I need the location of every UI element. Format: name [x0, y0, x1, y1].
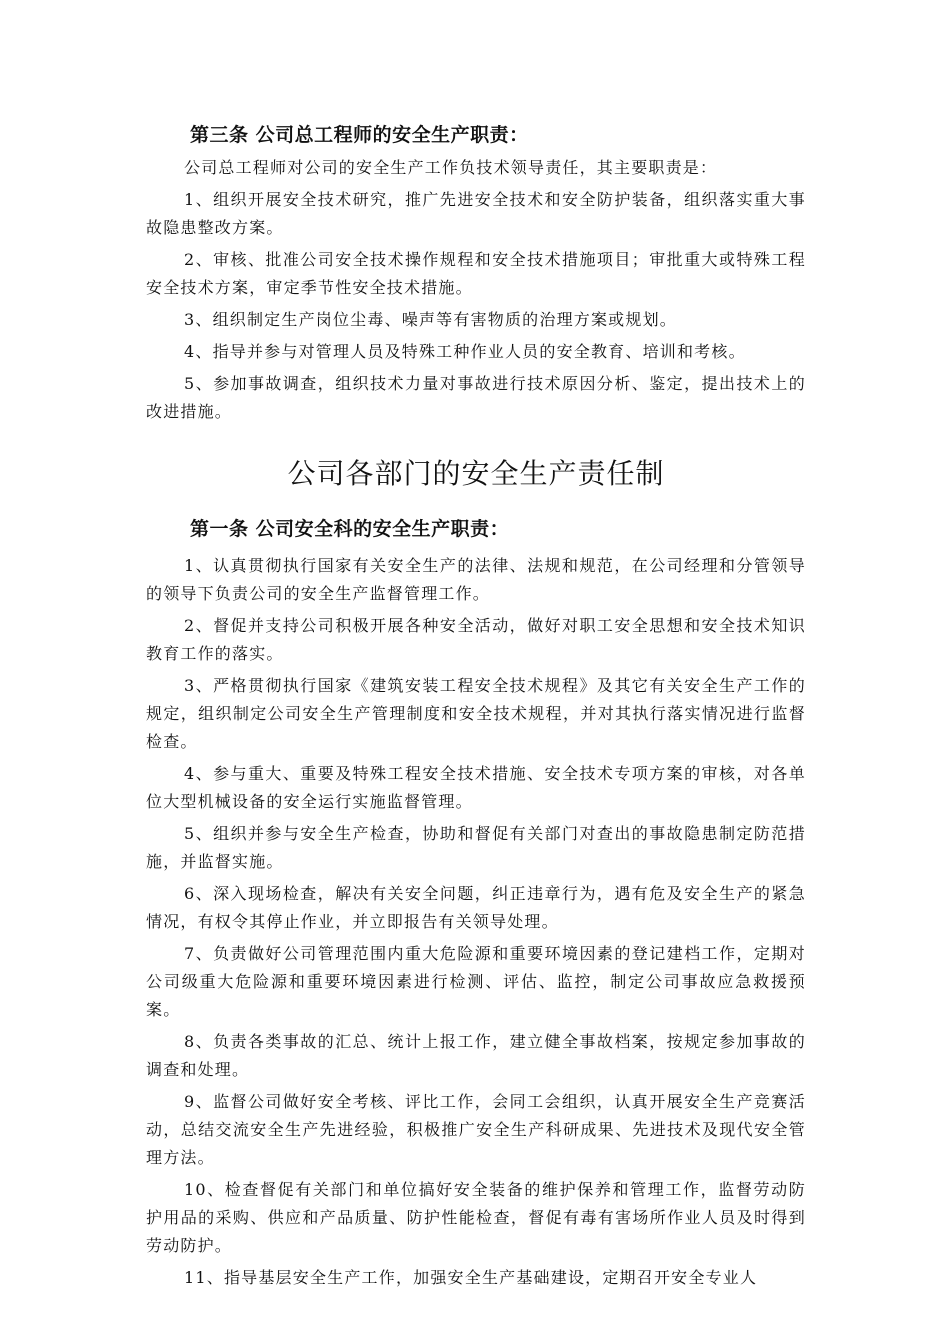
section3-heading: 第三条 公司总工程师的安全生产职责： [190, 124, 529, 146]
section1-item-10: 10、检查督促有关部门和单位搞好安全装备的维护保养和管理工作，监督劳动防护用品的采购、供应和产品质量、防护性能检查，督促有毒有害场所作业人员及时得到劳动防护。 [146, 1180, 806, 1255]
section3-item-4: 4、指导并参与对管理人员及特殊工种作业人员的安全教育、培训和考核。 [184, 342, 746, 361]
section1-item-6: 6、深入现场检查，解决有关安全问题，纠正违章行为，遇有危及安全生产的紧急情况，有权令其停止作业，并立即报告有关领导处理。 [146, 884, 806, 931]
section1-item-1: 1、认真贯彻执行国家有关安全生产的法律、法规和规范，在公司经理和分管领导的领导下负责公司的安全生产监督管理工作。 [146, 556, 806, 603]
page-content [146, 120, 806, 1292]
section1-item-7: 7、负责做好公司管理范围内重大危险源和重要环境因素的登记建档工作，定期对公司级重大危险源和重要环境因素进行检测、评估、监控，制定公司事故应急救援预案。 [146, 944, 806, 1019]
section1-item-8: 8、负责各类事故的汇总、统计上报工作，建立健全事故档案，按规定参加事故的调查和处理。 [146, 1032, 806, 1079]
section3-item-1: 1、组织开展安全技术研究，推广先进安全技术和安全防护装备，组织落实重大事故隐患整改方案。 [146, 190, 806, 237]
section3-intro: 公司总工程师对公司的安全生产工作负技术领导责任，其主要职责是： [184, 158, 718, 177]
section1-item-3: 3、严格贯彻执行国家《建筑安装工程安全技术规程》及其它有关安全生产工作的规定，组织制定公司安全生产管理制度和安全技术规程，并对其执行落实情况进行监督检查。 [146, 676, 806, 751]
section3-item-5: 5、参加事故调查，组织技术力量对事故进行技术原因分析、鉴定，提出技术上的改进措施。 [146, 374, 806, 421]
section1-item-5: 5、组织并参与安全生产检查，协助和督促有关部门对查出的事故隐患制定防范措施，并监督实施。 [146, 824, 806, 871]
section1-item-11: 11、指导基层安全生产工作，加强安全生产基础建设，定期召开安全专业人 [184, 1268, 758, 1287]
section1-item-2: 2、督促并支持公司积极开展各种安全活动，做好对职工安全思想和安全技术知识教育工作的落实。 [146, 616, 806, 663]
section1-item-4: 4、参与重大、重要及特殊工程安全技术措施、安全技术专项方案的审核，对各单位大型机械设备的安全运行实施监督管理。 [146, 764, 806, 811]
section1-heading: 第一条 公司安全科的安全生产职责： [190, 518, 510, 540]
document-title: 公司各部门的安全生产责任制 [287, 457, 665, 490]
section3-item-3: 3、组织制定生产岗位尘毒、噪声等有害物质的治理方案或规划。 [184, 310, 677, 329]
section1-item-9: 9、监督公司做好安全考核、评比工作，会同工会组织，认真开展安全生产竞赛活动，总结交流安全生产先进经验，积极推广安全生产科研成果、先进技术及现代安全管理方法。 [146, 1092, 806, 1167]
section3-item-2: 2、审核、批准公司安全技术操作规程和安全技术措施项目；审批重大或特殊工程安全技术方案，审定季节性安全技术措施。 [146, 250, 806, 297]
